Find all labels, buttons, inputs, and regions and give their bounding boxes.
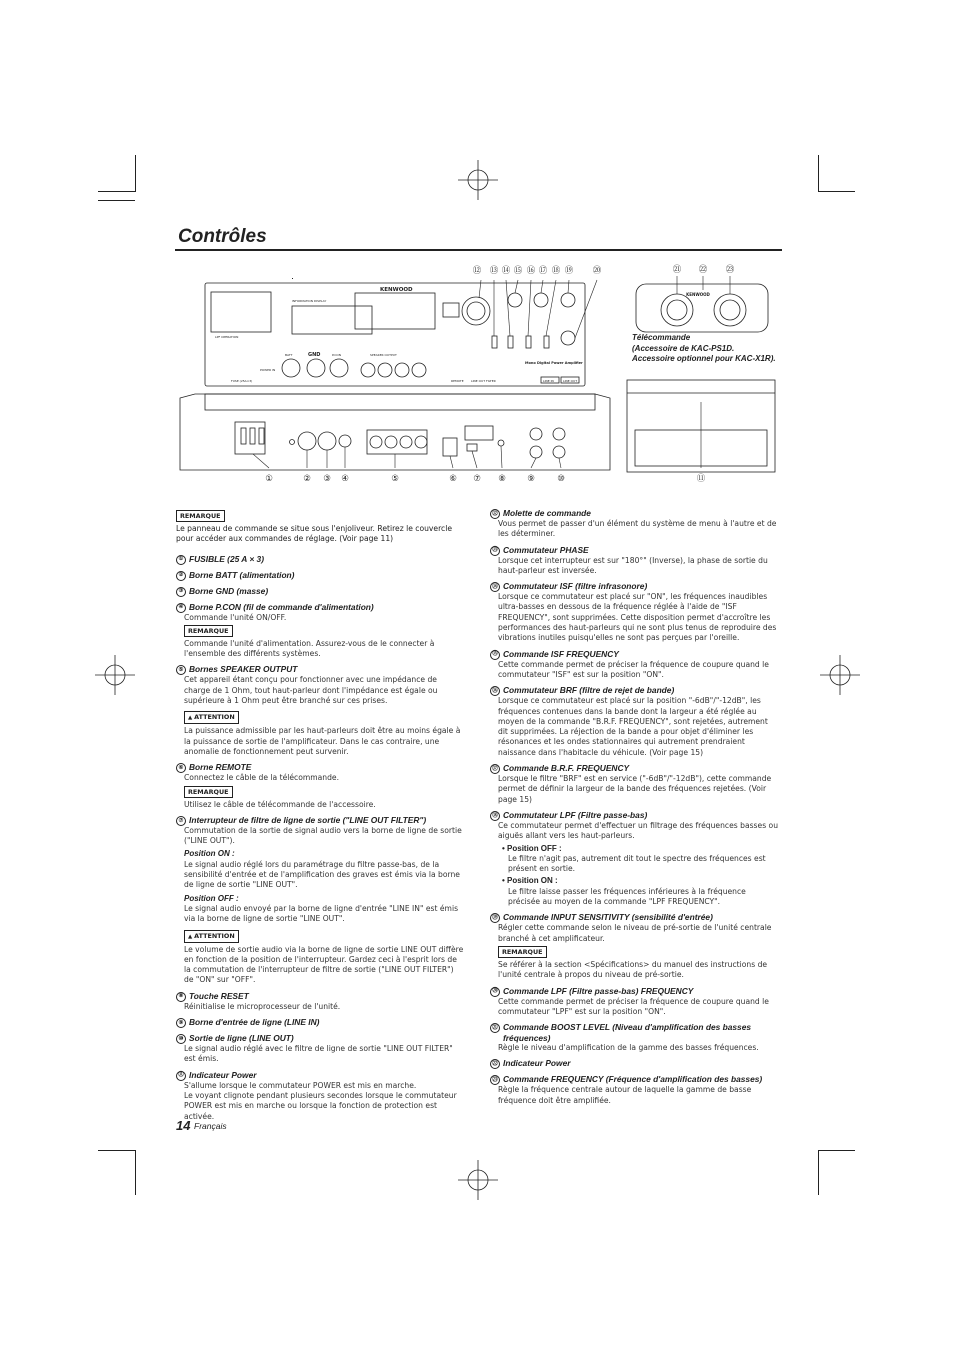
crop-mark: [818, 1150, 855, 1151]
item-title: Commutateur LPF (Filtre passe-bas): [503, 809, 648, 820]
item-title: Commutateur ISF (filtre infrasonore): [503, 581, 648, 592]
item-note-text: Se référer à la section <Spécifications> du manuel des instructions de l'unité centrale à propos du niveau de pré-sortie.: [498, 959, 768, 980]
callout-9: ⑨: [527, 474, 535, 484]
list-item: [490, 508, 780, 540]
callout-22: ㉒: [698, 265, 708, 275]
crop-mark: [818, 191, 855, 192]
item-text: Le voyant clignote pendant plusieurs secondes lorsque le commutateur POWER est mis en marche ou lorsque la fonction de protection est activée.: [184, 1090, 457, 1121]
item-title: Commande INPUT SENSITIVITY (sensibilité d'entrée): [503, 912, 713, 923]
item-text: Le signal audio réglé lors du paramétrage du filtre passe-bas, de la sensibilité d'entrée et de l'amplification des graves est émis via la borne de ligne de sortie "LINE OUT".: [184, 859, 460, 890]
item-title: Borne REMOTE: [189, 762, 252, 773]
item-title: Bornes SPEAKER OUTPUT: [189, 664, 298, 675]
callout-19: ⑲: [564, 266, 574, 276]
list-item: [176, 586, 464, 597]
page-number: 14: [176, 1118, 191, 1133]
item-text: Cet appareil étant conçu pour fonctionner avec une impédance de charge de 1 Ohm, tout haut-parleur dont l'impédance est égale ou supérieure à 1 Ohm peut être branché sur ces prises.: [184, 675, 438, 706]
item-text: Lorsque ce commutateur est placé sur "ON", les fréquences inaudibles ultra-basses en dessous de la fréquence réglée à l'aide de "ISF FREQUENCY", sont supprimées. Cette disposition permet d'accroître les performances des haut-parleurs qui ne sont plus tenus de reproduire des vibrations inutiles puisqu'elles ne sont pas perçues par l'oreille.: [498, 592, 777, 643]
item-title: Commande B.R.F. FREQUENCY: [503, 763, 630, 774]
item-text: Règle la fréquence centrale autour de laquelle la gamme de basse fréquence doit être amplifiée.: [498, 1085, 752, 1105]
item-title: Commutateur BRF (filtre de rejet de bande): [503, 685, 675, 696]
list-item: [176, 762, 464, 810]
remote-caption: [632, 333, 776, 365]
warning-badge: ▲ ATTENTION: [184, 711, 239, 724]
note-badge: REMARQUE: [184, 625, 233, 637]
list-item: [176, 1033, 464, 1065]
crop-mark: [98, 191, 135, 192]
item-title: Commande LPF (Filtre passe-bas) FREQUENCY: [503, 985, 694, 996]
label-lpf-operation: LPF OPERATION: [215, 335, 239, 339]
item-title: Commande ISF FREQUENCY: [503, 648, 619, 659]
crop-mark: [135, 1150, 136, 1195]
item-number: ⑨: [176, 1018, 186, 1028]
item-text: S'allume lorsque le commutateur POWER est mis en marche.: [184, 1080, 417, 1090]
list-item: [490, 1022, 780, 1053]
note-badge: REMARQUE: [176, 510, 225, 522]
item-number: ⑭: [490, 582, 500, 592]
list-item: [176, 815, 464, 986]
label-speaker-output: SPEAKER OUTPUT: [370, 353, 397, 357]
item-title: Borne BATT (alimentation): [189, 569, 295, 580]
list-item: [176, 664, 464, 757]
item-number: ⑧: [176, 992, 186, 1002]
label-power-in: POWER IN: [260, 368, 276, 372]
callout-8: ⑧: [498, 474, 506, 484]
item-number: ④: [176, 603, 186, 613]
item-title: Borne GND (masse): [189, 585, 269, 596]
item-text: Ce commutateur permet d'effectuer un filtrage des fréquences basses ou aiguës allant vers les haut-parleurs.: [498, 820, 779, 841]
callout-1: ①: [265, 474, 273, 484]
callout-14: ⑭: [501, 266, 511, 276]
label-gnd: GND: [308, 352, 321, 358]
item-text: Cette commande permet de préciser la fréquence de coupure quand le commutateur "LPF" est sur la position "ON".: [498, 996, 769, 1016]
callout-21: ㉑: [672, 265, 682, 275]
crop-mark: [135, 155, 136, 192]
item-title: Commande FREQUENCY (Fréquence d'amplification des basses): [503, 1074, 763, 1085]
amplifier-diagram: [175, 258, 782, 490]
left-column: [176, 508, 464, 1122]
item-text: Commutation de la sortie de signal audio vers la borne de ligne de sortie ("LINE OUT").: [184, 825, 462, 846]
item-note-text: Commande l'unité d'alimentation. Assurez-vous de le connecter à l'ensemble des différents systèmes.: [184, 638, 435, 659]
list-item: [490, 581, 780, 643]
item-number: ⑳: [490, 987, 500, 997]
item-title: Indicateur Power: [503, 1058, 571, 1069]
item-title: Touche RESET: [189, 990, 249, 1001]
label-batt: BATT: [285, 353, 293, 357]
list-item: [490, 685, 780, 758]
item-text: Régler cette commande selon le niveau de pré-sortie de l'unité centrale branché à cet amplificateur.: [498, 923, 772, 943]
item-text: Lorsque le filtre "BRF" est en service ("-6dB"/"-12dB"), cette commande permet de définir la largeur de la bande des fréquences rejetées. (Voir page 15): [498, 774, 772, 804]
crop-mark: [98, 1150, 135, 1151]
item-number: ⑰: [490, 764, 500, 774]
item-title: Borne P.CON (fil de commande d'alimentation): [189, 601, 374, 612]
item-text: Cette commande permet de préciser la fréquence de coupure quand le commutateur "ISF" est sur la position "ON".: [498, 659, 769, 679]
callout-23: ㉓: [725, 265, 735, 275]
item-title: Commutateur PHASE: [503, 544, 589, 555]
label-line-out-filter: LINE OUT FILTER: [471, 379, 496, 383]
page-language: Français: [194, 1121, 227, 1131]
list-item: [490, 1058, 780, 1069]
item-text: Vous permet de passer d'un élément du système de menu à l'autre et de les déterminer.: [498, 519, 777, 539]
item-number: ①: [176, 555, 186, 565]
bullet-heading: • Position OFF :: [502, 843, 562, 853]
item-number: ⑱: [490, 811, 500, 821]
list-item: [490, 810, 780, 907]
item-number: ⑤: [176, 665, 186, 675]
registration-mark: [458, 160, 498, 200]
callout-10: ⑩: [557, 474, 565, 484]
callout-6: ⑥: [449, 474, 457, 484]
callout-5: ⑤: [391, 474, 399, 484]
list-item: [176, 1070, 464, 1122]
page-title: Contrôles: [178, 226, 267, 247]
label-fuse: FUSE (25A×3): [231, 379, 253, 383]
item-text: Le signal audio réglé avec le filtre de ligne de sortie "LINE OUT FILTER" est émis.: [184, 1044, 453, 1064]
label-pcon: P.CON: [332, 353, 341, 357]
item-title: Sortie de ligne (LINE OUT): [189, 1033, 294, 1044]
list-item: [490, 649, 780, 681]
list-item: [490, 545, 780, 577]
item-text: Réinitialise le microprocesseur de l'unité.: [184, 1001, 341, 1011]
registration-mark: [95, 655, 135, 695]
item-number: ⑪: [176, 1071, 186, 1081]
position-heading: Position OFF :: [184, 893, 239, 903]
item-title: Molette de commande: [503, 508, 591, 518]
brand-logo: KENWOOD: [380, 287, 413, 293]
callout-17: ⑰: [538, 266, 548, 276]
item-note-text: Utilisez le câble de télécommande de l'accessoire.: [184, 799, 376, 809]
list-item: [176, 991, 464, 1012]
item-title: FUSIBLE (25 A × 3): [189, 553, 265, 564]
callout-3: ③: [323, 474, 331, 484]
warning-badge: ▲ ATTENTION: [184, 930, 239, 943]
item-text: Le signal audio envoyé par la borne de ligne d'entrée "LINE IN" est émis via la borne de ligne de sortie "LINE OUT".: [184, 903, 459, 924]
item-text: Lorsque ce commutateur est placé sur la position "-6dB"/"-12dB", les fréquences contenues dans la bande dont la largeur a été réglée au moyen de la commande "B.R.F. FREQUENCY", sont rejetées, autrement dit supprimées. La réjection de la bande a pour objet d'éliminer les résonances et les ondes stationnaires qui autrement prendraient naissance dans l'habitacle du véhicule. (Voir page 15): [498, 696, 768, 757]
crop-mark: [98, 200, 135, 201]
item-title: Borne d'entrée de ligne (LINE IN): [189, 1017, 320, 1028]
item-number: ⑩: [176, 1034, 186, 1044]
note-badge: REMARQUE: [498, 946, 547, 958]
list-item: [176, 570, 464, 581]
item-number: ⑲: [490, 913, 500, 923]
item-number: ③: [176, 587, 186, 597]
bullet-heading: • Position ON :: [502, 876, 558, 886]
item-number: ㉑: [490, 1023, 500, 1033]
callout-2: ②: [303, 474, 311, 484]
position-heading: Position ON :: [184, 849, 235, 859]
item-title: Interrupteur de filtre de ligne de sortie ("LINE OUT FILTER"): [189, 814, 427, 825]
callout-11: ⑪: [696, 474, 706, 484]
item-warning-text: Le volume de sortie audio via la borne de ligne de sortie LINE OUT diffère en fonction de la position de l'interrupteur. Gardez ceci à l'esprit lors de la commutation de l'interrupteur de filtre de sortie ("LINE OUT FILTER") de "ON" sur "OFF".: [184, 944, 464, 985]
registration-mark: [458, 1160, 498, 1200]
item-text: Lorsque cet interrupteur est sur "180°" (Inverse), la phase de sortie du haut-parleur est inversée.: [498, 555, 768, 575]
item-number: ⑫: [490, 509, 500, 519]
list-item: [490, 1074, 780, 1106]
item-warning-text: La puissance admissible par les haut-parleurs doit être au moins égale à la puissance de sortie de l'amplificateur. Dans le cas contraire, une anomalie de fonctionnement peut survenir.: [184, 726, 461, 756]
list-item: [176, 602, 464, 660]
item-title: Indicateur Power: [189, 1069, 257, 1080]
item-text: Règle le niveau d'amplification de la gamme des basses fréquences.: [498, 1043, 759, 1053]
remote-brand-logo: KENWOOD: [686, 292, 710, 297]
item-number: ⑥: [176, 763, 186, 773]
item-number: ⑮: [490, 650, 500, 660]
item-number: ②: [176, 571, 186, 581]
label-line-out: LINE OUT: [563, 379, 578, 383]
remote-caption-line: Télécommande: [632, 333, 691, 342]
item-text: Le filtre laisse passer les fréquences inférieures à la fréquence précisée au moyen de la commande "LPF FREQUENCY".: [508, 886, 746, 907]
list-item: [490, 986, 780, 1018]
list-item: [490, 763, 780, 805]
item-number: ⑦: [176, 816, 186, 826]
remote-caption-line: (Accessoire de KAC-PS1D.: [632, 343, 735, 353]
label-model: Mono Digital Power Amplifier: [525, 361, 583, 365]
callout-15: ⑮: [513, 266, 523, 276]
list-item: [176, 554, 464, 565]
item-text: Le filtre n'agit pas, autrement dit tout le spectre des fréquences est présent en sortie.: [508, 853, 766, 874]
item-number: ㉒: [490, 1059, 500, 1069]
callout-4: ④: [341, 474, 349, 484]
callout-16: ⑯: [526, 266, 536, 276]
title-rule: [175, 249, 782, 251]
item-text: Commande l'unité ON/OFF.: [184, 612, 287, 622]
item-number: ㉓: [490, 1075, 500, 1085]
callout-7: ⑦: [473, 474, 481, 484]
item-number: ⑯: [490, 686, 500, 696]
label-line-in: LINE IN: [543, 379, 554, 383]
item-number: ⑬: [490, 546, 500, 556]
note-badge: REMARQUE: [184, 786, 233, 798]
list-item: [490, 912, 780, 980]
remote-caption-line: Accessoire optionnel pour KAC-X1R).: [632, 354, 776, 363]
crop-mark: [818, 155, 819, 192]
callout-13: ⑬: [489, 266, 499, 276]
item-title: Commande BOOST LEVEL (Niveau d'amplification des basses fréquences): [503, 1022, 752, 1043]
right-column: [490, 508, 780, 1106]
intro-note: Le panneau de commande se situe sous l'enjoliveur. Retirez le couvercle pour accéder aux commandes de réglage. (Voir page 11): [176, 524, 453, 544]
list-item: [176, 1017, 464, 1028]
callout-12: ⑫: [472, 266, 482, 276]
registration-mark: [820, 655, 860, 695]
callout-20: ⑳: [592, 266, 602, 276]
label-remote: REMOTE: [451, 379, 464, 383]
label-info-display: INFORMATION DISPLAY: [292, 299, 327, 303]
callout-18: ⑱: [551, 266, 561, 276]
item-text: Connectez le câble de la télécommande.: [184, 773, 340, 783]
crop-mark: [818, 1150, 819, 1195]
